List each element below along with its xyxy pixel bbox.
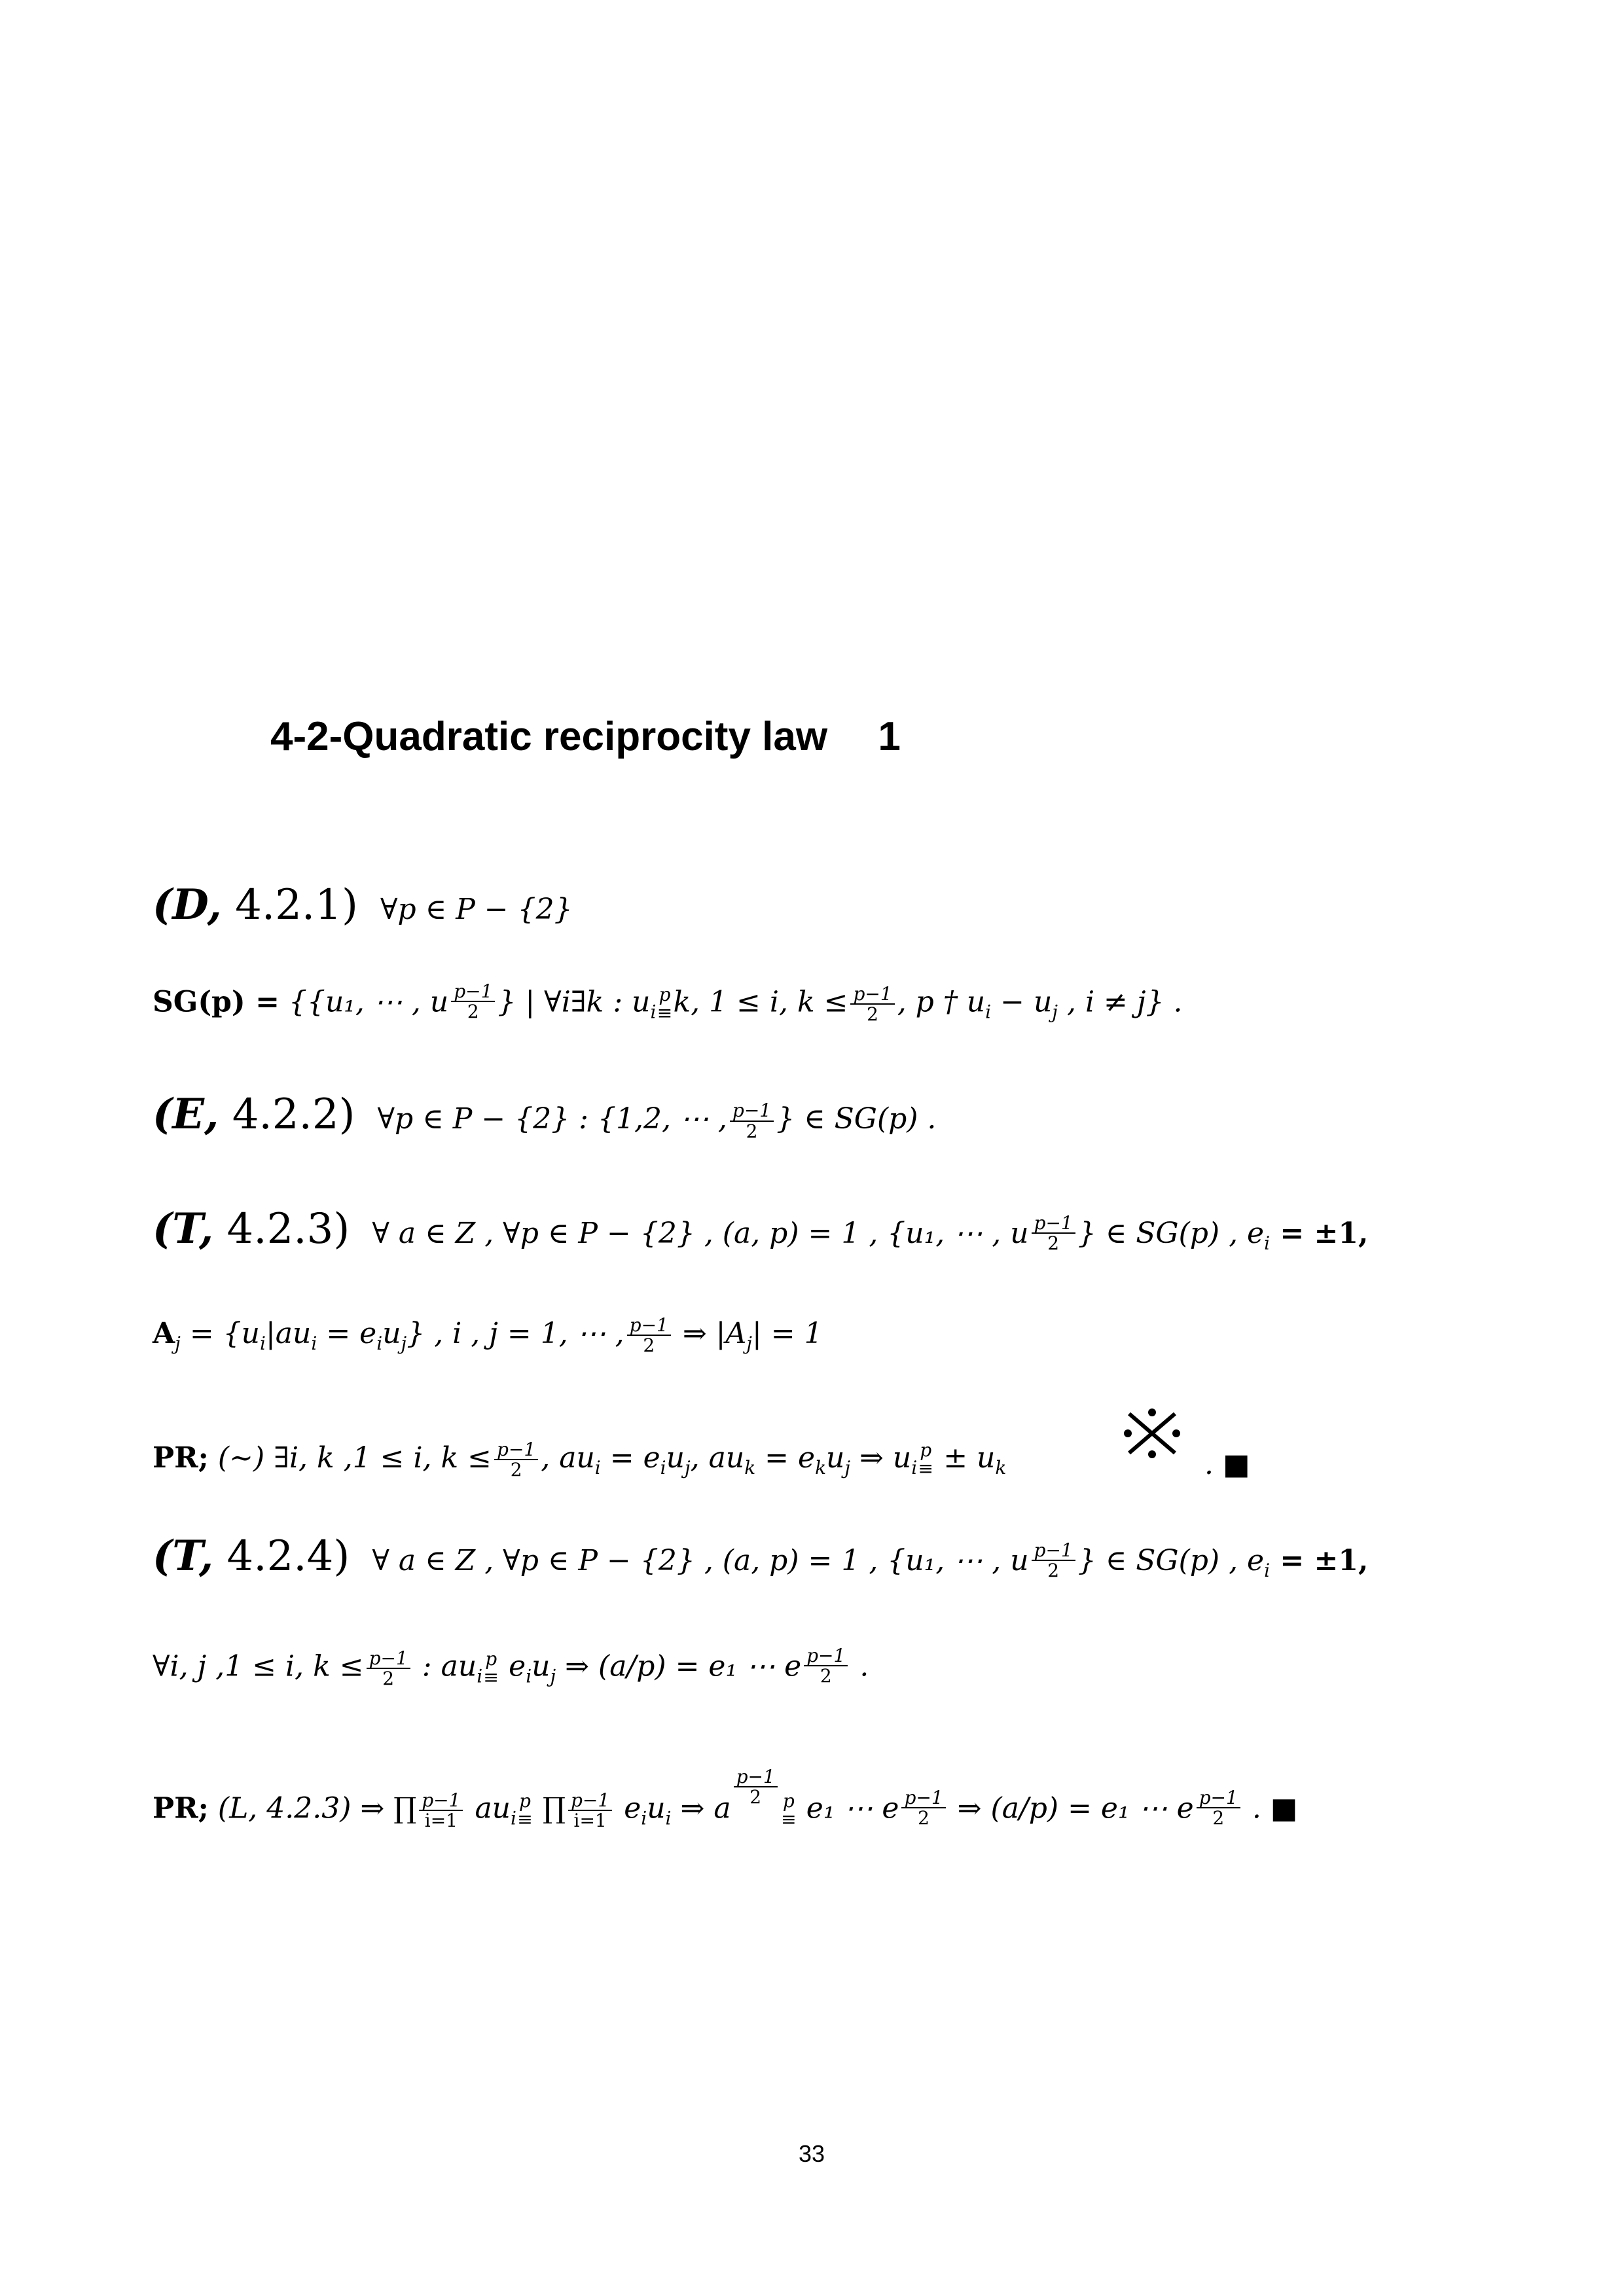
sg-frac-2: $\frac{p-1}{2}$: [850, 984, 894, 1024]
example-frac: $\frac{p-1}{2}$: [730, 1101, 774, 1141]
example-tag: (E,: [153, 1090, 219, 1139]
theorem-2-line-2: ∀i, j ,1 ≤ i, k ≤ $\frac{p-1}{2}$ : $au_i$ p ≡ $e_iu_j$ ⇒ (a/p) = e₁ ⋯ e $\frac{p-1}{2}$ .: [153, 1645, 869, 1689]
sg-tail: , p † u: [897, 985, 986, 1019]
sg-definition: SG(p) = {{u₁, ⋯ , u $\frac{p-1}{2}$ } | ∀i∃k : $u_i$ p ≡ k, 1 ≤ i, k ≤ $\frac{p-1}{2}$ , p † $u_i - u_j$ , i ≠ j} .: [153, 980, 1183, 1025]
example-line: [153, 1090, 936, 1141]
theorem-2-tag: (T,: [153, 1532, 214, 1581]
proof-2-line: PR; (L, 4.2.3) ⇒ ∏ $\frac{p-1}{i=1}$ $au_i$ p ≡ ∏ $\frac{p-1}{i=1}$ $e_iu_i$ ⇒ a $\frac{p-1}{2}$ p ≡ e₁ ⋯ e $\frac{p-1}{2}$ ⇒ (a/p) = e₁ ⋯ e $\frac{p-1}{2}$ . ■: [153, 1766, 1298, 1831]
section-title-text: 4-2-Quadratic reciprocity law: [270, 714, 828, 759]
theorem-2-number: 4.2.4): [226, 1532, 350, 1581]
sg-rest: k, 1 ≤ i, k ≤: [673, 985, 848, 1019]
page-number: 33: [799, 2140, 825, 2167]
proof-1-qed: . ■: [1204, 1448, 1250, 1481]
section-title-number: 1: [878, 714, 901, 759]
theorem-2-heading: (T, 4.2.4) ∀ a ∈ Z , ∀p ∈ P − {2} , (a, p) = 1 , {u₁, ⋯ , u $\frac{p-1}{2}$ } ∈ SG(p) , $e_i = \pm 1$,: [153, 1532, 1369, 1581]
sg-set-open: {{u₁, ⋯ , u: [288, 985, 449, 1019]
congruence-symbol: p ≡: [657, 983, 673, 1024]
definition-condition: ∀p ∈ P − {2}: [380, 893, 573, 926]
example-number: 4.2.2): [232, 1090, 355, 1139]
sg-lhs: SG(p) =: [153, 985, 280, 1019]
example-end: } ∈ SG(p) .: [776, 1102, 937, 1136]
definition-heading: [153, 880, 573, 929]
sg-set-close: } | ∀i∃k : u: [497, 985, 651, 1019]
section-title: [270, 713, 901, 760]
theorem-1-end: } ∈ SG(p) , e: [1077, 1217, 1265, 1250]
definition-number: 4.2.1): [235, 881, 358, 929]
theorem-1-heading: (T, 4.2.3) ∀ a ∈ Z , ∀p ∈ P − {2} , (a, p) = 1 , {u₁, ⋯ , u $\frac{p-1}{2}$ } ∈ SG(p) , $e_i = \pm 1$,: [153, 1204, 1369, 1254]
aj-line: $A_j = \{u_i|au_i = e_iu_j\}$ , i , j = 1, ⋯ , $\frac{p-1}{2}$ ⇒ $|A_j| = 1$: [153, 1314, 823, 1357]
theorem-2-body: ∀ a ∈ Z , ∀p ∈ P − {2} , (a, p) = 1 , {u₁, ⋯ , u: [372, 1544, 1029, 1577]
contradiction-mark-icon: [1123, 1407, 1182, 1460]
example-body: ∀p ∈ P − {2} : {1,2, ⋯ ,: [377, 1102, 727, 1136]
sg-frac-1: $\frac{p-1}{2}$: [451, 982, 495, 1022]
theorem-1-body: ∀ a ∈ Z , ∀p ∈ P − {2} , (a, p) = 1 , {u₁, ⋯ , u: [372, 1217, 1029, 1250]
definition-tag: (D,: [153, 880, 222, 929]
theorem-1-number: 4.2.3): [226, 1205, 350, 1253]
proof-1-label: PR;: [153, 1441, 209, 1475]
proof-2-label: PR;: [153, 1791, 209, 1825]
sg-tail-end: , i ≠ j} .: [1057, 985, 1183, 1019]
proof-1-line: PR; (∼) ∃i, k ,1 ≤ i, k ≤ $\frac{p-1}{2}$ , $au_i = e_iu_j$, $au_k = e_ku_j$ ⇒ $u_i$ p ≡ ± $u_k$: [153, 1439, 1007, 1481]
theorem-1-tag: (T,: [153, 1204, 214, 1253]
